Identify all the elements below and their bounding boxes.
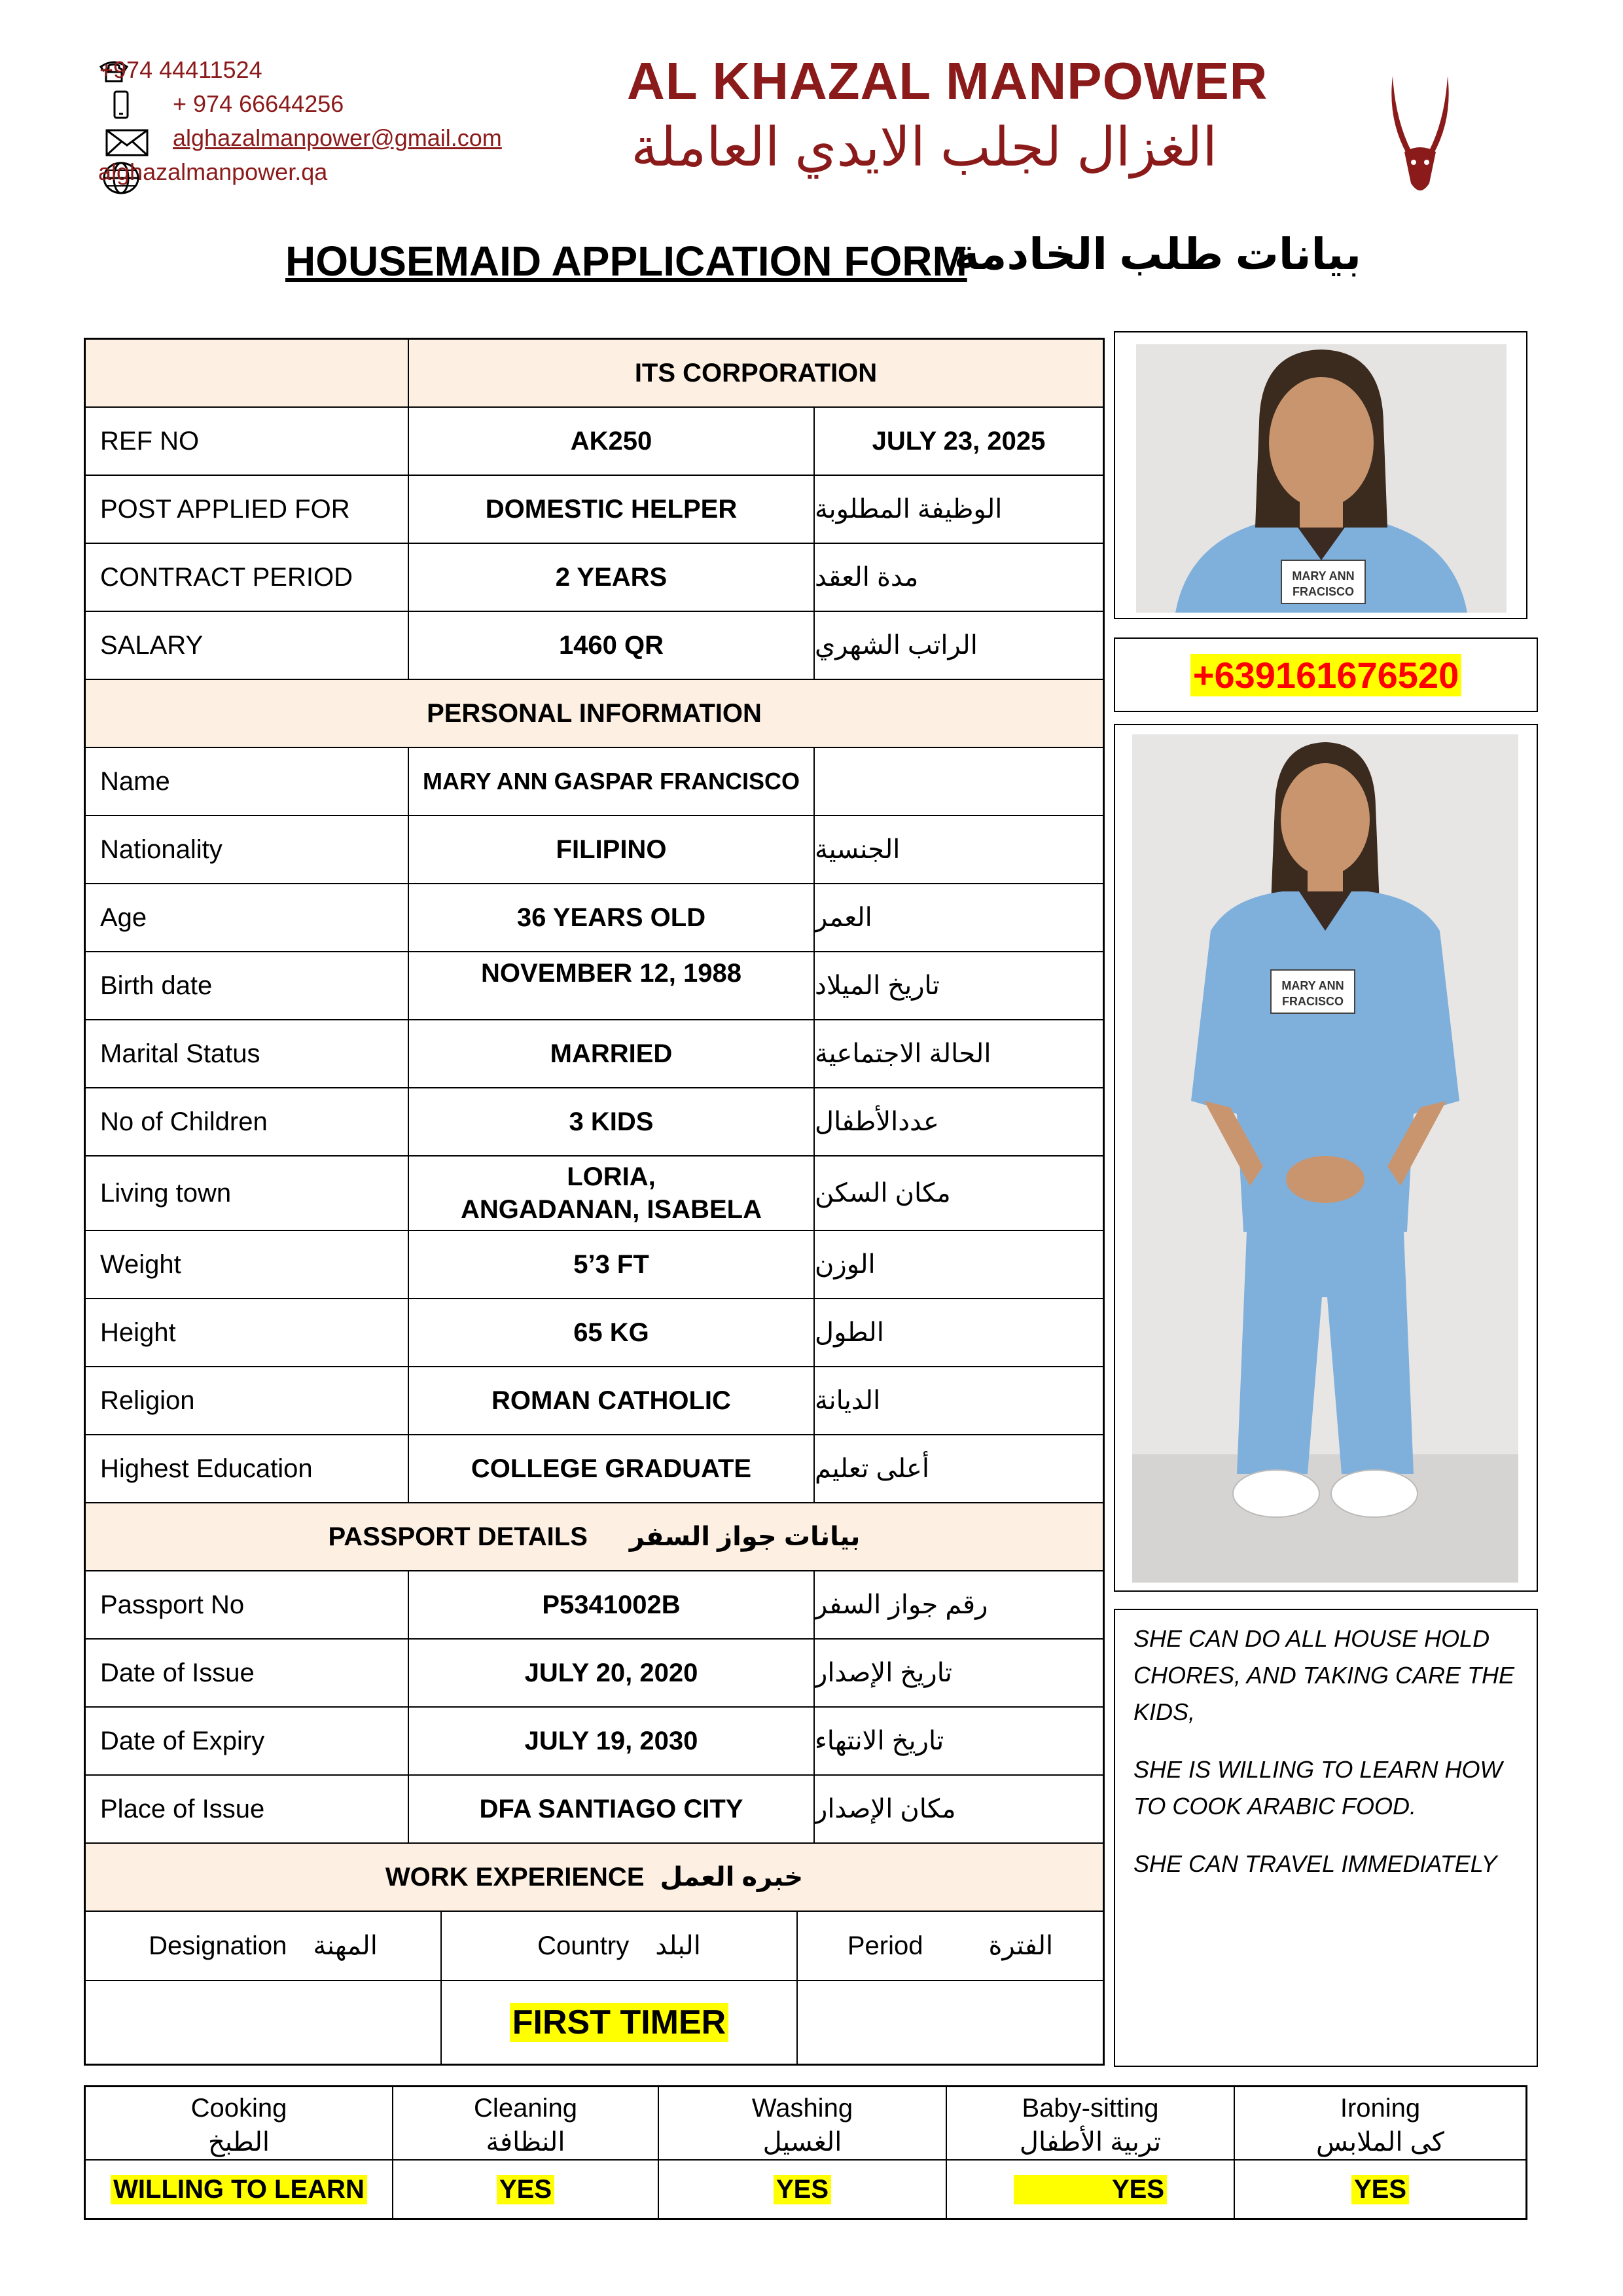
ref-date: JULY 23, 2025 [872, 426, 1046, 456]
row-label-ar: رقم جواز السفر [815, 1590, 988, 1619]
row-label: Living town [86, 1157, 409, 1230]
living-town-line2: ANGADANAN, ISABELA [461, 1195, 762, 1224]
row-label-ar [815, 748, 1103, 815]
company-row [86, 340, 1103, 408]
row-label-ar: أعلى تعليم [815, 1454, 930, 1483]
row-value: 36 YEARS OLD [409, 884, 815, 951]
living-town-line1: LORIA, [567, 1162, 656, 1191]
row-label: No of Children [86, 1088, 409, 1155]
full-body-frame [1114, 724, 1538, 1592]
skill-value: YES [1351, 2175, 1409, 2204]
row-label-ar: مكان السكن [815, 1179, 951, 1208]
row-label-ar: عددالأطفال [815, 1107, 939, 1136]
applicant-full-body-photo [1132, 734, 1518, 1583]
skill-cooking [86, 2087, 393, 2218]
table-row-name [86, 748, 1103, 816]
skill-label-ar: كى الملابس [1316, 2128, 1444, 2157]
headshot-frame [1114, 331, 1527, 619]
form-title-en: HOUSEMAID APPLICATION FORM [285, 238, 967, 285]
row-value: 2 YEARS [409, 544, 815, 611]
skill-value: YES [1014, 2175, 1167, 2204]
col-period: Period الفترة [847, 1931, 1054, 1960]
row-label-ar: الراتب الشهري [815, 631, 978, 660]
row-label: Height [86, 1299, 409, 1366]
section-title: WORK EXPERIENCE [385, 1862, 645, 1892]
applicant-notes [1114, 1609, 1538, 2067]
table-row-issue-date [86, 1640, 1103, 1708]
section-title: PASSPORT DETAILS [328, 1522, 588, 1551]
skills-table [84, 2085, 1527, 2220]
row-label-ar: الديانة [815, 1386, 881, 1415]
applicant-headshot-photo [1136, 344, 1507, 613]
applicant-phone: +639161676520 [1190, 654, 1461, 696]
table-row-passport-no [86, 1571, 1103, 1640]
row-label: Age [86, 884, 409, 951]
skill-label-ar: الغسيل [762, 2128, 842, 2157]
row-value: 65 KG [409, 1299, 815, 1366]
skill-cleaning [393, 2087, 659, 2218]
phone-landline: +974 44411524 [99, 56, 262, 83]
row-value: MARRIED [409, 1020, 815, 1087]
envelope-icon [105, 128, 149, 157]
section-passport [86, 1503, 1103, 1571]
company-name-en: AL KHAZAL MANPOWER [627, 52, 1268, 110]
name-tag-line2: FRACISCO [1293, 585, 1354, 598]
row-value: P5341002B [409, 1571, 815, 1638]
row-label: REF NO [86, 408, 409, 475]
table-row-children [86, 1088, 1103, 1157]
applicant-phone-box [1114, 637, 1538, 712]
skill-baby-sitting [947, 2087, 1235, 2218]
table-row-nationality [86, 816, 1103, 884]
row-label: Weight [86, 1231, 409, 1298]
row-label-ar: الوظيفة المطلوبة [815, 495, 1003, 524]
row-label: Name [86, 748, 409, 815]
name-tag-line2: FRACISCO [1282, 995, 1344, 1008]
row-label-ar: مدة العقد [815, 563, 919, 592]
row-label: Date of Expiry [86, 1708, 409, 1774]
row-label-ar: تاريخ الإصدار [815, 1659, 953, 1687]
row-value: DOMESTIC HELPER [409, 476, 815, 543]
table-row-marital [86, 1020, 1103, 1088]
row-value: JULY 20, 2020 [409, 1640, 815, 1706]
skill-label-ar: النظافة [486, 2128, 565, 2157]
row-label: Place of Issue [86, 1776, 409, 1842]
gazelle-logo-icon [1381, 73, 1459, 202]
skill-label-ar: تربية الأطفال [1019, 2128, 1162, 2157]
row-label: SALARY [86, 612, 409, 679]
section-personal-info [86, 680, 1103, 748]
row-label-ar: الطول [815, 1318, 884, 1347]
row-label: POST APPLIED FOR [86, 476, 409, 543]
row-value: COLLEGE GRADUATE [409, 1435, 815, 1502]
col-designation: Designation المهنة [86, 1912, 442, 1980]
note-line: SHE CAN DO ALL HOUSE HOLD CHORES, AND TAKING CARE THE KIDS, [1133, 1625, 1515, 1725]
row-label-ar: تاريخ الانتهاء [815, 1727, 944, 1755]
table-row-birthdate [86, 952, 1103, 1020]
table-row-education [86, 1435, 1103, 1503]
table-row-height [86, 1299, 1103, 1367]
row-label: Highest Education [86, 1435, 409, 1502]
work-experience-row [86, 1981, 1103, 2064]
row-label: Marital Status [86, 1020, 409, 1087]
skill-value: YES [497, 2175, 554, 2204]
row-label-ar: الوزن [815, 1250, 876, 1279]
name-tag-line1: MARY ANN [1281, 979, 1344, 992]
company-row-text: ITS CORPORATION [634, 358, 878, 387]
table-row-post [86, 476, 1103, 544]
row-label-ar: العمر [815, 903, 872, 932]
row-value: NOVEMBER 12, 1988 [409, 952, 815, 1019]
section-title-ar: خبره العمل [660, 1863, 804, 1892]
table-row-place-of-issue [86, 1776, 1103, 1844]
skill-label: Cleaning [474, 2094, 577, 2123]
row-label: Passport No [86, 1571, 409, 1638]
skill-washing [659, 2087, 947, 2218]
row-value: 3 KIDS [409, 1088, 815, 1155]
skill-label: Ironing [1340, 2094, 1421, 2123]
skill-label: Baby-sitting [1022, 2094, 1159, 2123]
website-link[interactable]: alghazalmanpower.qa [98, 158, 328, 185]
row-label-ar: الحالة الاجتماعية [815, 1039, 991, 1068]
row-value [409, 1157, 815, 1230]
phone-mobile: + 974 66644256 [173, 90, 344, 117]
row-value: DFA SANTIAGO CITY [409, 1776, 815, 1842]
skill-label: Washing [751, 2094, 853, 2123]
row-label-ar: مكان الإصدار [815, 1795, 956, 1823]
note-line: SHE CAN TRAVEL IMMEDIATELY [1133, 1850, 1497, 1877]
row-value: FILIPINO [409, 816, 815, 883]
row-value: 1460 QR [409, 612, 815, 679]
row-label: Religion [86, 1367, 409, 1434]
table-row-weight [86, 1231, 1103, 1299]
skill-value: WILLING TO LEARN [111, 2175, 367, 2204]
row-label: CONTRACT PERIOD [86, 544, 409, 611]
row-value: ROMAN CATHOLIC [409, 1367, 815, 1434]
table-row-contract [86, 544, 1103, 612]
row-label: Nationality [86, 816, 409, 883]
section-work-experience [86, 1844, 1103, 1912]
table-row-expiry-date [86, 1708, 1103, 1776]
name-tag-line1: MARY ANN [1292, 569, 1355, 583]
row-value: JULY 19, 2030 [409, 1708, 815, 1774]
work-experience-value: FIRST TIMER [510, 2003, 728, 2042]
row-label-ar: الجنسية [815, 835, 901, 864]
table-row-age [86, 884, 1103, 952]
application-table [84, 338, 1105, 2066]
mobile-phone-icon [113, 90, 130, 119]
table-row-living-town [86, 1157, 1103, 1231]
skill-label-ar: الطبخ [207, 2128, 270, 2157]
section-title: PERSONAL INFORMATION [427, 698, 762, 728]
col-country: Country البلد [442, 1912, 798, 1980]
email-link[interactable]: alghazalmanpower@gmail.com [173, 124, 502, 151]
skill-label: Cooking [190, 2094, 287, 2123]
table-row-ref [86, 408, 1103, 476]
form-title-ar: بيانات طلب الخادمة [954, 230, 1361, 278]
table-row-religion [86, 1367, 1103, 1435]
row-value: MARY ANN GASPAR FRANCISCO [409, 748, 815, 815]
section-title-ar: بيانات جواز السفر [629, 1522, 861, 1551]
skill-ironing [1235, 2087, 1525, 2218]
skill-value: YES [774, 2175, 831, 2204]
work-experience-header [86, 1912, 1103, 1981]
row-label: Birth date [86, 952, 409, 1019]
row-label: Date of Issue [86, 1640, 409, 1706]
row-value: 5’3 FT [409, 1231, 815, 1298]
company-name-ar: الغزال لجلب الايدي العاملة [631, 118, 1217, 177]
row-label-ar: تاريخ الميلاد [815, 971, 940, 1000]
note-line: SHE IS WILLING TO LEARN HOW TO COOK ARABIC FOOD. [1133, 1756, 1503, 1820]
table-row-salary [86, 612, 1103, 680]
row-value: AK250 [409, 408, 815, 475]
